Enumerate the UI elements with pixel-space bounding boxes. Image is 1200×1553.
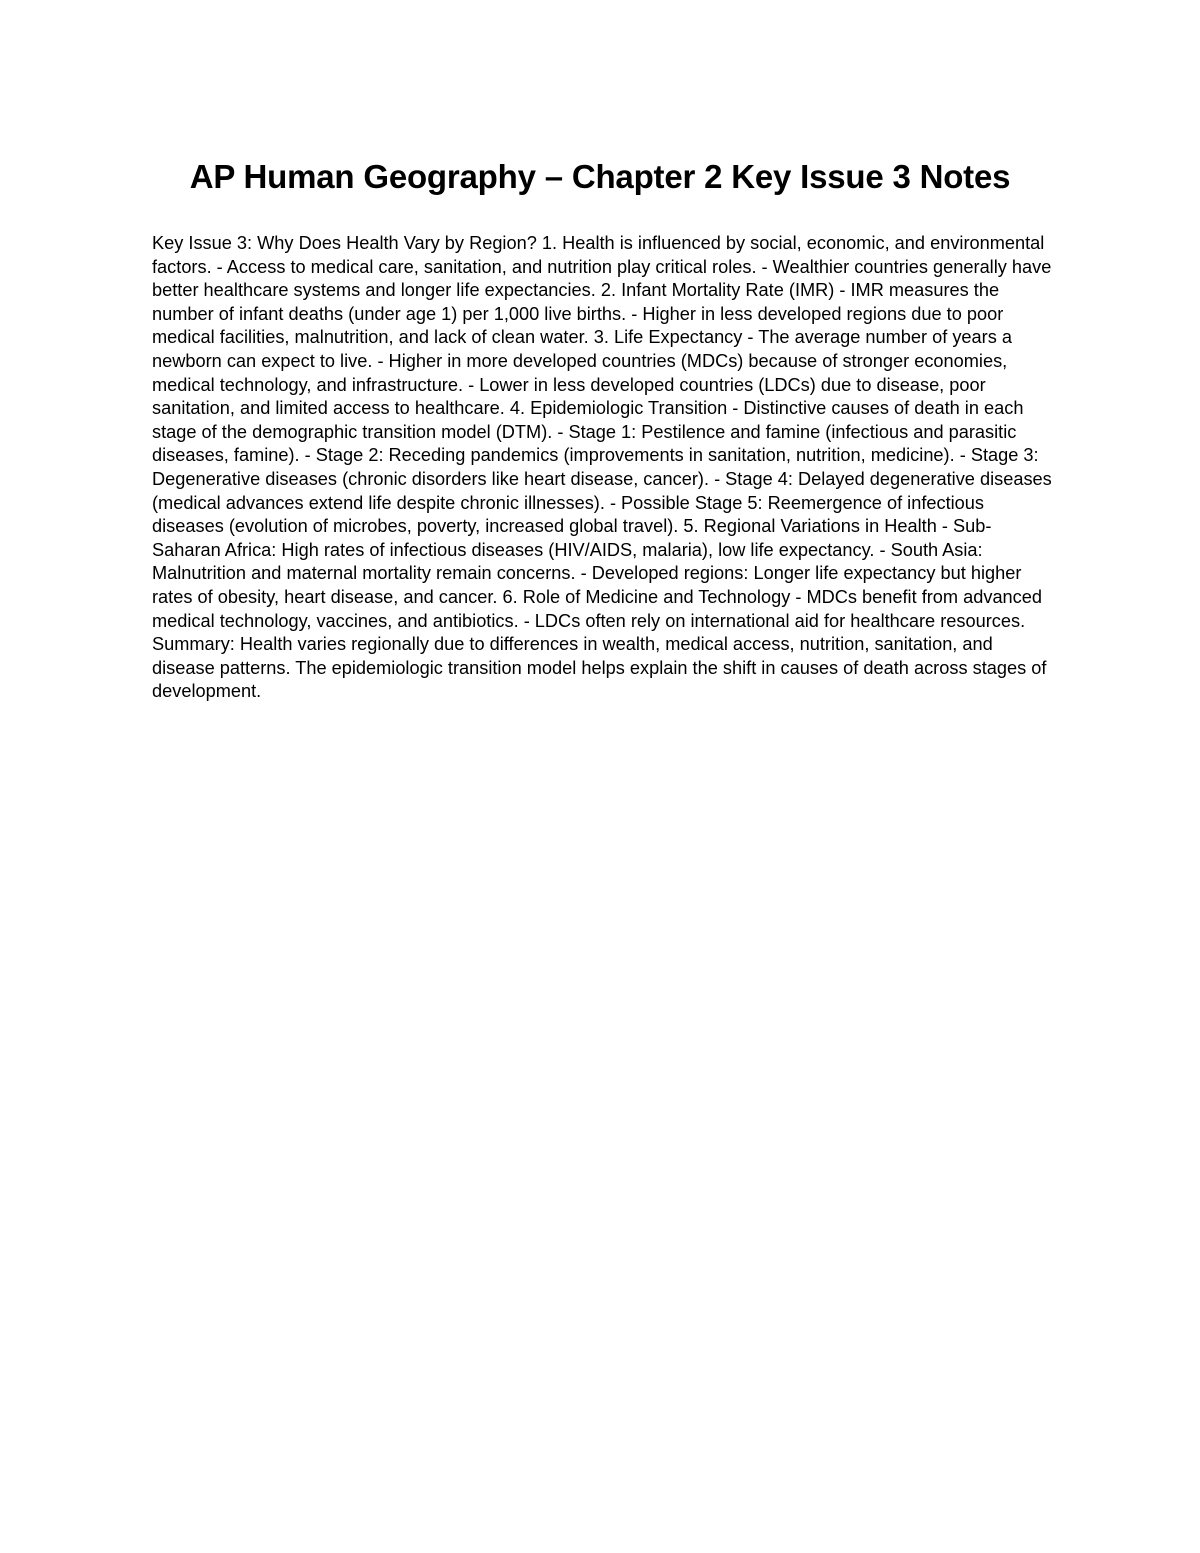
document-body-text: Key Issue 3: Why Does Health Vary by Region? 1. Health is influenced by social, economic, and environmental factors. - Access to medical care, sanitation, and nutrition play critical roles. - Wealthier countries generally have better healthcare systems and longer life expectancies. 2. Infant Mortality Rate (IMR) - IMR measures the number of infant deaths (under age 1) per 1,000 live births. - Higher in less developed regions due to poor medical facilities, malnutrition, and lack of clean water. 3. Life Expectancy - The average number of years a newborn can expect to live. - Higher in more developed countries (MDCs) because of stronger economies, medical technology, and infrastructure. - Lower in less developed countries (LDCs) due to disease, poor sanitation, and limited access to healthcare. 4. Epidemiologic Transition - Distinctive causes of death in each stage of the demographic transition model (DTM). - Stage 1: Pestilence and famine (infectious and parasitic diseases, famine). - Stage 2: Receding pandemics (improvements in sanitation, nutrition, medicine). - Stage 3: Degenerative diseases (chronic disorders like heart disease, cancer). - Stage 4: Delayed degenerative diseases (medical advances extend life despite chronic illnesses). - Possible Stage 5: Reemergence of infectious diseases (evolution of microbes, poverty, increased global travel). 5. Regional Variations in Health - Sub-Saharan Africa: High rates of infectious diseases (HIV/AIDS, malaria), low life expectancy. - South Asia: Malnutrition and maternal mortality remain concerns. - Developed regions: Longer life expectancy but higher rates of obesity, heart disease, and cancer. 6. Role of Medicine and Technology - MDCs benefit from advanced medical technology, vaccines, and antibiotics. - LDCs often rely on international aid for healthcare resources. Summary: Health varies regionally due to differences in wealth, medical access, nutrition, sanitation, and disease patterns. The epidemiologic transition model helps explain the shift in causes of death across stages of development. — [152, 233, 1052, 702]
document-title: AP Human Geography – Chapter 2 Key Issue 3 Notes — [189, 158, 1011, 195]
